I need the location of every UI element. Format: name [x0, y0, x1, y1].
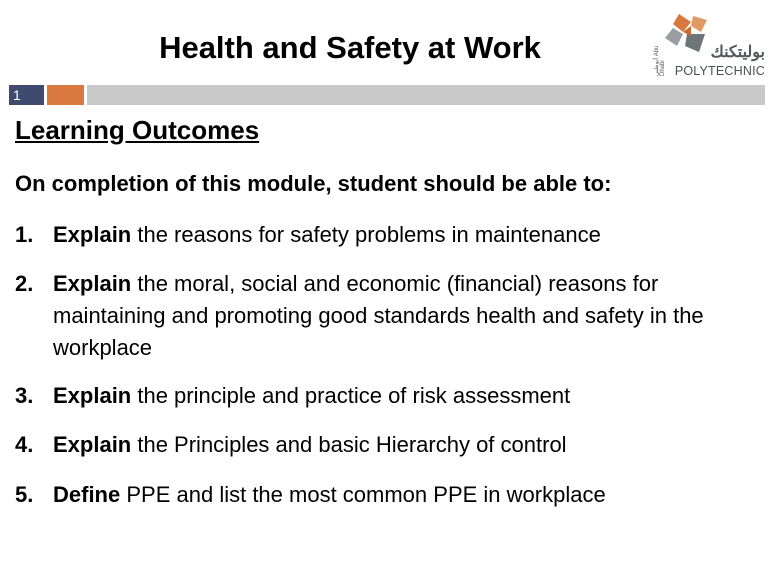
logo-star-icon — [661, 12, 713, 54]
logo-city-text: أبوظبي Abu Dhabi — [654, 45, 666, 76]
polytechnic-logo — [655, 12, 767, 80]
list-item: 3. Explain the principle and practice of risk assessment — [15, 383, 571, 408]
accent-bar-orange — [47, 85, 84, 105]
list-item: 2. Explain the moral, social and economic (financial) reasons for maintaining and promoting good standards health and safety in the workplace — [15, 271, 704, 360]
list-item: 4. Explain the Principles and basic Hierarchy of control — [15, 432, 567, 457]
slide-title: Health and Safety at Work — [159, 30, 541, 65]
logo-english-text: POLYTECHNIC — [674, 64, 765, 78]
logo-arabic-text: بوليتكنك — [710, 44, 765, 61]
list-item: 5. Define PPE and list the most common PPE in workplace — [15, 482, 606, 507]
accent-bar-gray — [87, 85, 765, 105]
section-heading: Learning Outcomes — [15, 115, 260, 145]
intro-text: On completion of this module, student should be able to: — [15, 171, 612, 196]
slide-number: 1 — [9, 85, 44, 105]
list-item: 1. Explain the reasons for safety problems in maintenance — [15, 222, 601, 247]
